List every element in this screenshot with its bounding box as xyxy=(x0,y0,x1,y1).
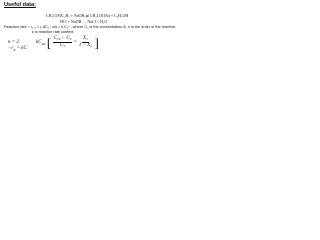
integrated-rate-law xyxy=(36,36,99,49)
k-subscript: A0 xyxy=(41,41,46,46)
fraction-equals: = xyxy=(73,40,77,45)
bracket-left: [ xyxy=(46,35,52,50)
rate-symbol: −r xyxy=(8,46,14,51)
neutralization-equation: HCl + NaOH → NaCl + H₂O xyxy=(60,19,108,24)
useful-data-panel xyxy=(0,0,200,69)
conversion-fraction xyxy=(78,36,93,49)
k-concentration-term xyxy=(36,40,45,46)
reaction-equation: CH₃COOC₂H₅ + NaOH ⇌ CH₃COONa + C₂H₅OH xyxy=(46,13,129,18)
useful-data-heading: Useful data: xyxy=(4,2,37,8)
concentration-numerator: C₂₀ − C₂ xyxy=(53,36,72,41)
concentration-denominator: C₂ xyxy=(60,43,66,48)
conversion-denominator: 1 − X₂ xyxy=(78,43,92,48)
rate-constant-text: k is reaction rate content xyxy=(32,30,74,34)
reaction-order-equation: n = 2 xyxy=(8,40,19,45)
concentration-fraction xyxy=(53,36,73,49)
rate-law-lhs xyxy=(8,46,27,52)
rate-subscript: A xyxy=(13,48,16,52)
rate-equals: = kC xyxy=(16,46,27,51)
bracket-right: ] xyxy=(94,35,99,50)
conversion-numerator: X₂ xyxy=(83,36,88,41)
k-symbol: kC xyxy=(36,39,42,45)
rate-definition-text: Reaction rate = r₂,₁ = (-dC₂ / dt) = k C₂ⁿ , where C₂ is the concentration A, n is the order of the reaction, xyxy=(4,25,177,29)
